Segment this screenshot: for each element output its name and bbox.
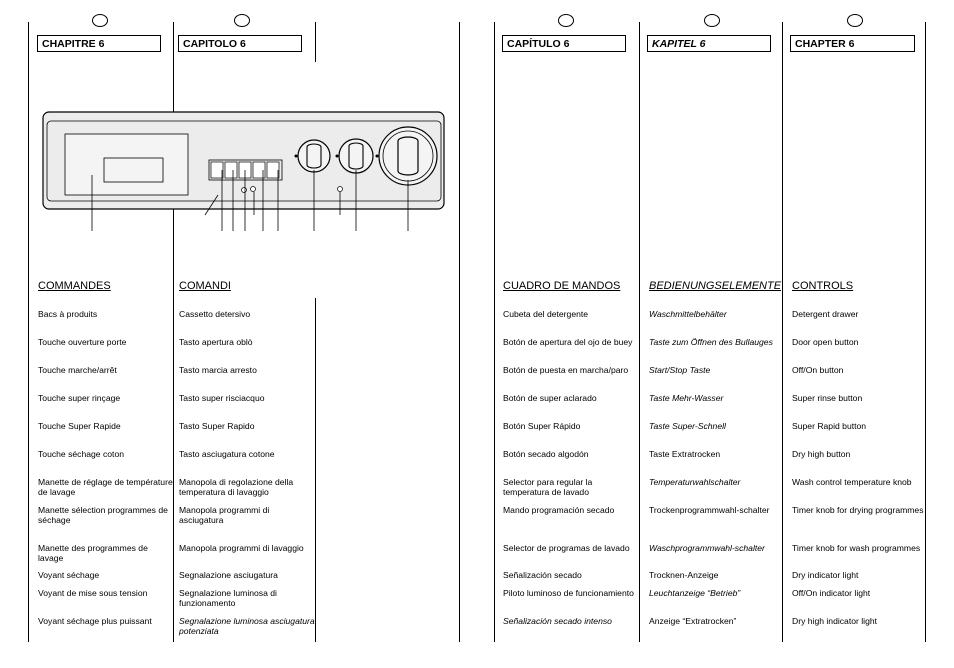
control-item-fr: Touche Super Rapide bbox=[38, 421, 121, 431]
control-item-es: Botón de super aclarado bbox=[503, 393, 597, 403]
knob-marker-dot bbox=[295, 155, 298, 158]
chapter-header-de: KAPITEL 6 bbox=[647, 35, 771, 52]
control-item-fr: Bacs à produits bbox=[38, 309, 98, 319]
control-item-es: Mando programación secado bbox=[503, 505, 615, 515]
off-on-button-shape bbox=[225, 162, 237, 178]
section-title-de: BEDIENUNGSELEMENTE bbox=[649, 280, 782, 292]
control-item-en: Dry indicator light bbox=[792, 570, 859, 580]
control-item-en: Dry high button bbox=[792, 449, 851, 459]
control-item-es: Selector para regular la temperatura de lavado bbox=[503, 477, 593, 497]
control-item-en: Door open button bbox=[792, 337, 859, 347]
control-item-it: Tasto apertura oblò bbox=[179, 337, 253, 347]
control-item-fr: Manette de réglage de température de lavage bbox=[38, 477, 173, 497]
section-title-es: CUADRO DE MANDOS bbox=[503, 280, 621, 292]
control-item-it: Manopola di regolazione della temperatura di lavaggio bbox=[179, 477, 294, 497]
control-item-fr: Voyant de mise sous tension bbox=[38, 588, 148, 598]
control-item-it: Segnalazione luminosa asciugatura potenziata bbox=[179, 616, 315, 636]
control-item-fr: Manette sélection programmes de séchage bbox=[38, 505, 168, 525]
control-item-de: Waschprogrammwahl-schalter bbox=[649, 543, 765, 553]
control-item-es: Señalización secado intenso bbox=[503, 616, 612, 626]
knob-marker-dot bbox=[336, 155, 339, 158]
off-on-indicator-light-shape bbox=[251, 187, 256, 192]
drawer-handle-shape bbox=[104, 158, 163, 182]
knob-marker-dot bbox=[376, 155, 379, 158]
control-item-en: Super rinse button bbox=[792, 393, 863, 403]
control-item-it: Segnalazione asciugatura bbox=[179, 570, 278, 580]
control-item-it: Cassetto detersivo bbox=[179, 309, 251, 319]
drying-knob-shape bbox=[339, 139, 373, 173]
dry-high-button-shape bbox=[267, 162, 279, 178]
control-item-de: Trockenprogrammwahl-schalter bbox=[649, 505, 770, 515]
dry-indicator-light-shape bbox=[242, 188, 247, 193]
control-item-de: Taste Extratrocken bbox=[649, 449, 721, 459]
control-item-it: Tasto Super Rapido bbox=[179, 421, 255, 431]
control-item-es: Botón de apertura del ojo de buey bbox=[503, 337, 633, 347]
control-item-it: Tasto marcia arresto bbox=[179, 365, 257, 375]
control-item-de: Temperaturwahlschalter bbox=[649, 477, 741, 487]
control-item-es: Señalización secado bbox=[503, 570, 582, 580]
control-item-it: Manopola programmi di lavaggio bbox=[179, 543, 304, 553]
control-item-de: Leuchtanzeige “Betrieb” bbox=[649, 588, 741, 598]
control-item-en: Dry high indicator light bbox=[792, 616, 878, 626]
section-title-fr: COMMANDES bbox=[38, 280, 111, 292]
control-item-en: Super Rapid button bbox=[792, 421, 867, 431]
control-item-en: Wash control temperature knob bbox=[792, 477, 912, 487]
control-item-es: Piloto luminoso de funcionamiento bbox=[503, 588, 634, 598]
control-item-de: Taste Super-Schnell bbox=[649, 421, 726, 431]
control-item-it: Manopola programmi di asciugatura bbox=[179, 505, 270, 525]
door-open-button-shape bbox=[211, 162, 223, 178]
control-item-de: Trocknen-Anzeige bbox=[649, 570, 719, 580]
control-item-es: Botón de puesta en marcha/paro bbox=[503, 365, 629, 375]
control-item-es: Cubeta del detergente bbox=[503, 309, 589, 319]
control-item-en: Timer knob for drying programmes bbox=[792, 505, 924, 515]
chapter-header-it: CAPITOLO 6 bbox=[178, 35, 302, 52]
control-item-it: Tasto asciugatura cotone bbox=[179, 449, 275, 459]
chapter-header-fr: CHAPITRE 6 bbox=[37, 35, 161, 52]
control-item-de: Start/Stop Taste bbox=[649, 365, 711, 375]
control-item-es: Botón secado algodón bbox=[503, 449, 589, 459]
chapter-header-es: CAPÍTULO 6 bbox=[502, 35, 626, 52]
control-item-es: Selector de programas de lavado bbox=[503, 543, 630, 553]
temperature-knob-shape bbox=[298, 140, 330, 172]
control-item-en: Off/On button bbox=[792, 365, 844, 375]
control-item-fr: Voyant séchage plus puissant bbox=[38, 616, 152, 626]
chapter-header-en: CHAPTER 6 bbox=[790, 35, 915, 52]
control-item-fr: Touche ouverture porte bbox=[38, 337, 127, 347]
control-item-it: Segnalazione luminosa di funzionamento bbox=[179, 588, 277, 608]
control-item-fr: Voyant séchage bbox=[38, 570, 100, 580]
control-item-it: Tasto super risciacquo bbox=[179, 393, 265, 403]
control-item-fr: Touche séchage coton bbox=[38, 449, 124, 459]
control-item-de: Taste Mehr-Wasser bbox=[649, 393, 724, 403]
control-item-fr: Touche marche/arrêt bbox=[38, 365, 117, 375]
control-item-de: Taste zum Öffnen des Bullauges bbox=[649, 337, 773, 347]
section-title-en: CONTROLS bbox=[792, 280, 854, 292]
control-item-en: Timer knob for wash programmes bbox=[792, 543, 921, 553]
control-item-fr: Manette des programmes de lavage bbox=[38, 543, 148, 563]
control-item-es: Botón Super Rápido bbox=[503, 421, 581, 431]
wash-knob-shape bbox=[379, 127, 437, 185]
control-item-en: Detergent drawer bbox=[792, 309, 859, 319]
control-item-fr: Touche super rinçage bbox=[38, 393, 121, 403]
control-item-en: Off/On indicator light bbox=[792, 588, 871, 598]
section-title-it: COMANDI bbox=[179, 280, 231, 292]
dry-high-indicator-light-shape bbox=[338, 187, 343, 192]
control-item-de: Waschmittelbehälter bbox=[649, 309, 727, 319]
control-item-de: Anzeige “Extratrocken” bbox=[649, 616, 737, 626]
